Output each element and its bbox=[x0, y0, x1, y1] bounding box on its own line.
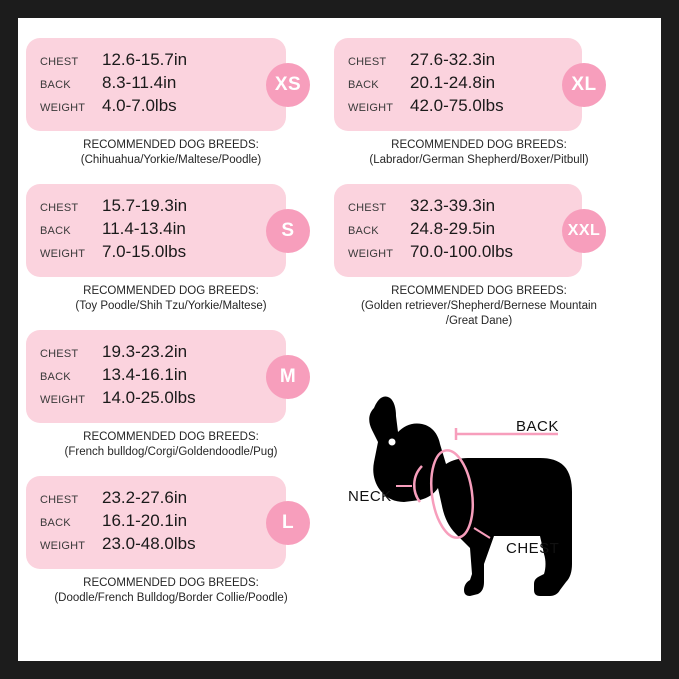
table-row bbox=[348, 219, 568, 242]
row-label: WEIGHT bbox=[40, 394, 86, 406]
table-row bbox=[40, 219, 272, 242]
right-column bbox=[334, 38, 634, 345]
breeds-title: RECOMMENDED DOG BREEDS: bbox=[83, 139, 259, 151]
size-card-xl bbox=[334, 38, 597, 131]
row-label: CHEST bbox=[348, 202, 387, 214]
row-label: BACK bbox=[40, 517, 71, 529]
row-label: WEIGHT bbox=[40, 102, 86, 114]
row-label: WEIGHT bbox=[40, 540, 86, 552]
size-card-xs bbox=[26, 38, 302, 131]
row-value: 20.1-24.8in bbox=[410, 73, 496, 92]
breeds-list: (Labrador/German Shepherd/Boxer/Pitbull) bbox=[369, 154, 589, 166]
row-value: 11.4-13.4in bbox=[102, 219, 186, 238]
size-badge-xl: XL bbox=[562, 63, 606, 107]
table-row bbox=[40, 73, 272, 96]
dog-measurement-diagram bbox=[334, 368, 654, 638]
table-row bbox=[348, 73, 568, 96]
breeds-xl bbox=[334, 138, 624, 168]
size-badge-xs: XS bbox=[266, 63, 310, 107]
row-value: 8.3-11.4in bbox=[102, 73, 177, 92]
row-label: BACK bbox=[348, 79, 379, 91]
breeds-title: RECOMMENDED DOG BREEDS: bbox=[391, 139, 567, 151]
row-label: CHEST bbox=[40, 348, 79, 360]
table-row bbox=[40, 96, 272, 119]
size-block-s bbox=[26, 184, 326, 314]
table-row bbox=[348, 96, 568, 119]
row-value: 70.0-100.0lbs bbox=[410, 242, 514, 261]
breeds-list: (Golden retriever/Shepherd/Bernese Mountain bbox=[361, 300, 597, 312]
breeds-xxl bbox=[334, 284, 624, 329]
row-label: CHEST bbox=[40, 202, 79, 214]
row-label: WEIGHT bbox=[348, 248, 394, 260]
size-columns bbox=[18, 18, 661, 661]
table-row bbox=[40, 50, 272, 73]
breeds-m bbox=[26, 430, 316, 460]
row-label: BACK bbox=[348, 225, 379, 237]
breeds-title: RECOMMENDED DOG BREEDS: bbox=[391, 285, 567, 297]
table-row bbox=[40, 488, 272, 511]
left-column bbox=[26, 38, 326, 622]
size-block-xs bbox=[26, 38, 326, 168]
row-label: BACK bbox=[40, 225, 71, 237]
size-card-s bbox=[26, 184, 295, 277]
table-row bbox=[348, 242, 568, 265]
breeds-l bbox=[26, 576, 316, 606]
breeds-list: (Doodle/French Bulldog/Border Collie/Poodle) bbox=[54, 592, 288, 604]
row-value: 14.0-25.0lbs bbox=[102, 388, 196, 407]
row-value: 23.0-48.0lbs bbox=[102, 534, 196, 553]
row-label: CHEST bbox=[40, 56, 79, 68]
row-label: BACK bbox=[40, 371, 71, 383]
row-value: 4.0-7.0lbs bbox=[102, 96, 177, 115]
size-block-l bbox=[26, 476, 326, 606]
row-value: 42.0-75.0lbs bbox=[410, 96, 504, 115]
size-badge-s: S bbox=[266, 209, 310, 253]
breeds-list: (French bulldog/Corgi/Goldendoodle/Pug) bbox=[64, 446, 278, 458]
table-row bbox=[348, 50, 568, 73]
size-badge-l: L bbox=[266, 501, 310, 545]
size-block-m bbox=[26, 330, 326, 460]
table-row bbox=[40, 534, 272, 557]
table-row bbox=[40, 342, 272, 365]
row-value: 16.1-20.1in bbox=[102, 511, 188, 530]
size-block-xxl bbox=[334, 184, 634, 329]
breeds-title: RECOMMENDED DOG BREEDS: bbox=[83, 285, 259, 297]
size-card-m bbox=[26, 330, 297, 423]
row-value: 32.3-39.3in bbox=[410, 196, 496, 215]
breeds-title: RECOMMENDED DOG BREEDS: bbox=[83, 431, 259, 443]
size-block-xl bbox=[334, 38, 634, 168]
breeds-xs bbox=[26, 138, 316, 168]
size-badge-xxl: XXL bbox=[562, 209, 606, 253]
row-value: 15.7-19.3in bbox=[102, 196, 188, 215]
table-row bbox=[40, 365, 272, 388]
size-badge-m: M bbox=[266, 355, 310, 399]
row-label: CHEST bbox=[40, 494, 79, 506]
size-chart-page bbox=[18, 18, 661, 661]
breeds-title: RECOMMENDED DOG BREEDS: bbox=[83, 577, 259, 589]
row-value: 19.3-23.2in bbox=[102, 342, 188, 361]
breeds-list: (Toy Poodle/Shih Tzu/Yorkie/Maltese) bbox=[75, 300, 267, 312]
size-card-xxl bbox=[334, 184, 601, 277]
breeds-s bbox=[26, 284, 316, 314]
row-label: CHEST bbox=[348, 56, 387, 68]
label-chest: CHEST bbox=[506, 540, 560, 557]
table-row bbox=[40, 388, 272, 411]
table-row bbox=[40, 196, 272, 219]
size-card-l bbox=[26, 476, 295, 569]
row-value: 13.4-16.1in bbox=[102, 365, 188, 384]
row-value: 27.6-32.3in bbox=[410, 50, 496, 69]
row-value: 7.0-15.0lbs bbox=[102, 242, 187, 261]
table-row bbox=[348, 196, 568, 219]
row-label: BACK bbox=[40, 79, 71, 91]
row-label: WEIGHT bbox=[40, 248, 86, 260]
row-value: 24.8-29.5in bbox=[410, 219, 496, 238]
table-row bbox=[40, 511, 272, 534]
row-label: WEIGHT bbox=[348, 102, 394, 114]
label-neck: NECK bbox=[348, 488, 392, 505]
breeds-list: (Chihuahua/Yorkie/Maltese/Poodle) bbox=[80, 154, 262, 166]
label-back: BACK bbox=[516, 418, 559, 435]
breeds-list-line2: /Great Dane) bbox=[445, 315, 513, 327]
row-value: 12.6-15.7in bbox=[102, 50, 188, 69]
row-value: 23.2-27.6in bbox=[102, 488, 188, 507]
table-row bbox=[40, 242, 272, 265]
